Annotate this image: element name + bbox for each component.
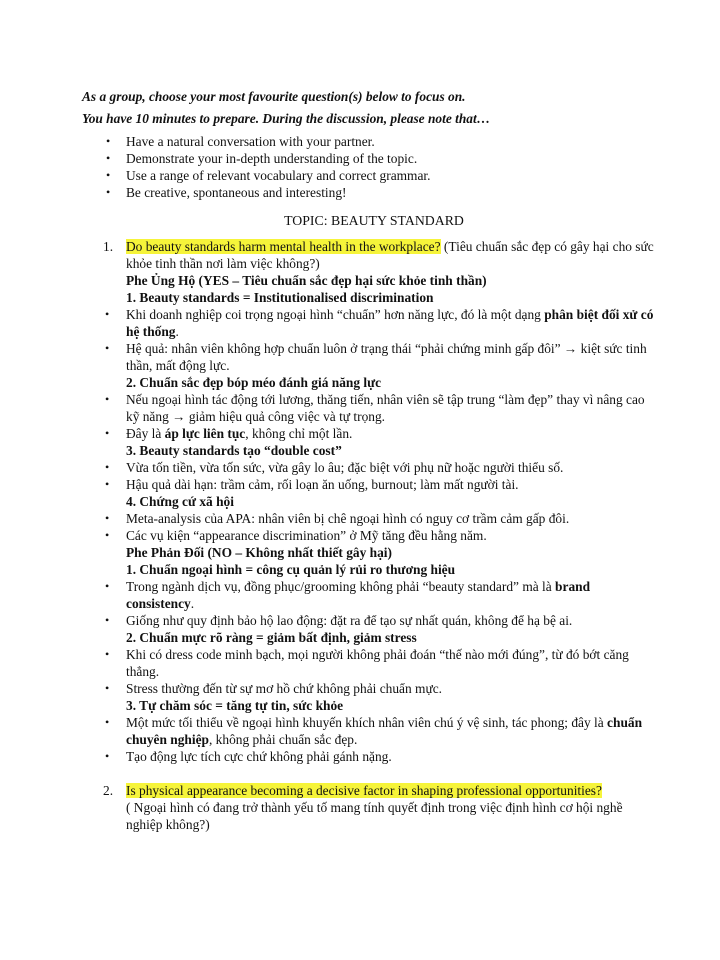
guideline-item: • Use a range of relevant vocabulary and correct grammar. — [82, 167, 660, 184]
argument-bullet: • Hậu quả dài hạn: trầm cảm, rối loạn ăn uống, burnout; làm mất người tài. — [82, 476, 660, 493]
guideline-item: • Demonstrate your in-depth understanding of the topic. — [82, 150, 660, 167]
question-2 — [82, 782, 660, 799]
argument-bullet: • Giống như quy định bảo hộ lao động: đặt ra để tạo sự nhất quán, không để hạ bệ ai. — [82, 612, 660, 629]
guideline-list — [82, 133, 660, 201]
con-side-heading: Phe Phản Đối (NO – Không nhất thiết gây hại) — [126, 545, 392, 560]
instruction-line-2: You have 10 minutes to prepare. During the discussion, please note that… — [82, 111, 491, 126]
argument-bullet: • Stress thường đến từ sự mơ hồ chứ không phải chuẩn mực. — [82, 680, 660, 697]
question-number: 1. — [103, 239, 114, 254]
argument-title: 2. Chuẩn mực rõ ràng = giảm bất định, giảm stress — [126, 630, 417, 645]
topic-title: TOPIC: BEAUTY STANDARD — [284, 213, 464, 228]
question-text-highlight: Is physical appearance becoming a decisive factor in shaping professional opportunities? — [126, 783, 602, 798]
question-2-translation: ( Ngoại hình có đang trở thành yếu tố mang tính quyết định trong việc định hình cơ hội nghề nghiệp không?) — [126, 800, 623, 832]
argument-bullet: • Trong ngành dịch vụ, đồng phục/grooming không phải “beauty standard” mà là brand consistency. — [82, 578, 660, 612]
guideline-item: • Be creative, spontaneous and interesting! — [82, 184, 660, 201]
argument-title: 4. Chứng cứ xã hội — [126, 494, 234, 509]
argument-bullet: • Hệ quả: nhân viên không hợp chuẩn luôn ở trạng thái “phải chứng minh gấp đôi” → kiệt sức tinh thần, mất động lực. — [82, 340, 660, 374]
argument-bullet: • Meta-analysis của APA: nhân viên bị chê ngoại hình có nguy cơ trầm cảm gấp đôi. — [82, 510, 660, 527]
argument-bullet: • Khi có dress code minh bạch, mọi người không phải đoán “thế nào mới đúng”, từ đó bớt căng thẳng. — [82, 646, 660, 680]
argument-bullet: • Khi doanh nghiệp coi trọng ngoại hình “chuẩn” hơn năng lực, đó là một dạng phân biệt đối xử có hệ thống. — [82, 306, 660, 340]
question-number: 2. — [103, 783, 114, 798]
question-1 — [82, 238, 660, 272]
argument-bullet: • Vừa tốn tiền, vừa tốn sức, vừa gây lo âu; đặc biệt với phụ nữ hoặc người thiểu số. — [82, 459, 660, 476]
question-translation: (Tiêu chuẩn sắc đẹp có gây hại cho sức khỏe tinh thần nơi làm việc không?) — [126, 239, 654, 271]
argument-bullet: • Đây là áp lực liên tục, không chỉ một lần. — [82, 425, 660, 442]
pro-side-heading: Phe Ủng Hộ (YES – Tiêu chuẩn sắc đẹp hại sức khỏe tinh thần) — [126, 273, 487, 288]
guideline-item: • Have a natural conversation with your partner. — [82, 133, 660, 150]
argument-bullet: • Nếu ngoại hình tác động tới lương, thăng tiến, nhân viên sẽ tập trung “làm đẹp” thay vì nâng cao kỹ năng → giảm hiệu quả công việc và tự trọng. — [82, 391, 660, 425]
spacer — [82, 765, 660, 782]
instruction-line-1: As a group, choose your most favourite question(s) below to focus on. — [82, 89, 466, 104]
argument-title: 3. Tự chăm sóc = tăng tự tin, sức khỏe — [126, 698, 344, 713]
question-text-highlight: Do beauty standards harm mental health in the workplace? — [126, 239, 441, 254]
argument-bullet: • Tạo động lực tích cực chứ không phải gánh nặng. — [82, 748, 660, 765]
argument-title: 2. Chuẩn sắc đẹp bóp méo đánh giá năng lực — [126, 375, 382, 390]
argument-bullet: • Các vụ kiện “appearance discrimination” ở Mỹ tăng đều hằng năm. — [82, 527, 660, 544]
argument-title: 1. Beauty standards = Institutionalised discrimination — [126, 290, 434, 305]
argument-title: 3. Beauty standards tạo “double cost” — [126, 443, 342, 458]
argument-title: 1. Chuẩn ngoại hình = công cụ quản lý rủi ro thương hiệu — [126, 562, 456, 577]
argument-bullet: • Một mức tối thiểu về ngoại hình khuyến khích nhân viên chú ý vệ sinh, tác phong; đây là chuẩn chuyên nghiệp, không phải chuẩn sắc đẹp. — [82, 714, 660, 748]
